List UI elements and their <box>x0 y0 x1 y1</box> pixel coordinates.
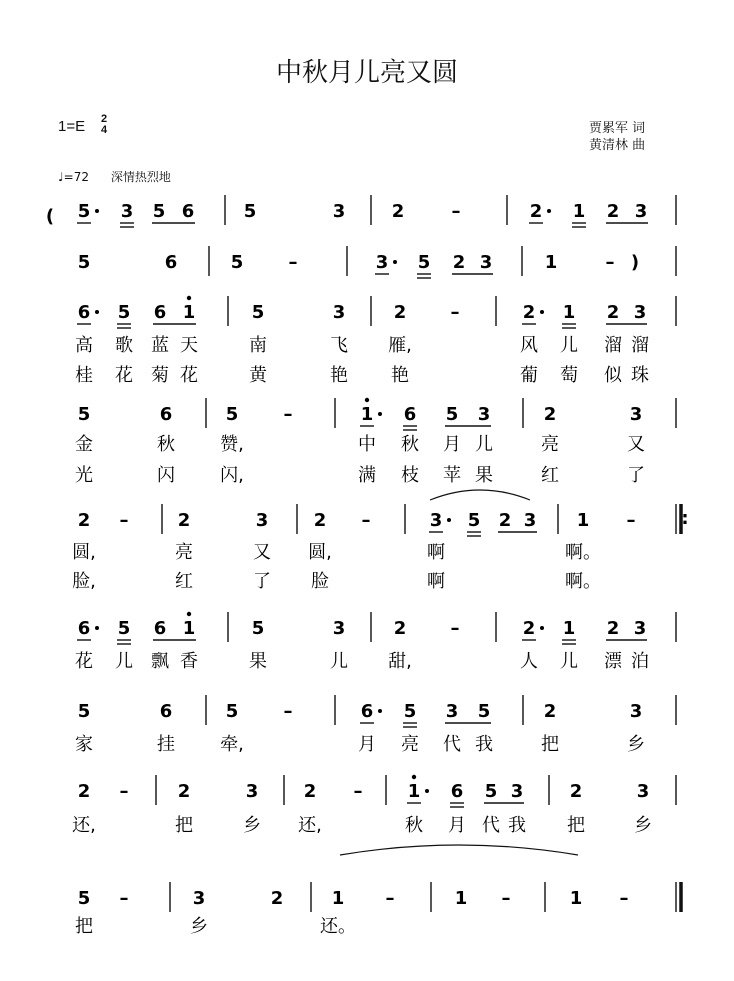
note: 3 <box>636 781 650 802</box>
slur <box>340 845 578 855</box>
note: 5 <box>152 201 166 222</box>
note: 3 <box>629 404 643 425</box>
note: 5 <box>445 404 459 425</box>
note: 2 <box>606 618 620 639</box>
note: – <box>283 701 293 722</box>
lyric-syllable: 闪 <box>157 465 175 486</box>
augmentation-dot <box>393 260 397 264</box>
lyric-syllable: 月 <box>448 815 466 836</box>
lyric-syllable: 枝 <box>401 465 419 486</box>
note: 3 <box>477 404 491 425</box>
note: 1 <box>562 618 576 639</box>
lyric-syllable: 高 <box>75 335 93 356</box>
tempo-value: ♩=72 <box>58 170 89 184</box>
note: 1 <box>182 618 196 639</box>
note: 5 <box>117 618 131 639</box>
lyric-syllable: 把 <box>175 815 193 836</box>
note: 1 <box>407 781 421 802</box>
lyric-syllable: 亮 <box>401 734 419 755</box>
lyric-syllable: 菊 <box>151 365 169 386</box>
lyric-syllable: 牵, <box>220 734 244 755</box>
note: 5 <box>225 404 239 425</box>
note: 5 <box>251 618 265 639</box>
opening-parenthesis: ( <box>45 206 55 227</box>
lyric-syllable: 秋 <box>157 434 175 455</box>
lyric-syllable: 飞 <box>330 335 348 356</box>
note: – <box>619 888 629 909</box>
note: – <box>451 201 461 222</box>
lyric-syllable: 珠 <box>631 365 649 386</box>
lyric-syllable: 把 <box>541 734 559 755</box>
note: – <box>626 510 636 531</box>
lyric-syllable: 南 <box>249 335 267 356</box>
expression-marking: 深情热烈地 <box>110 170 171 184</box>
lyric-syllable: 啊。 <box>565 571 601 592</box>
note: 5 <box>484 781 498 802</box>
augmentation-dot <box>447 518 451 522</box>
lyric-syllable: 秋 <box>401 434 419 455</box>
lyric-syllable: 啊。 <box>565 542 601 563</box>
note: 6 <box>77 618 91 639</box>
note: 2 <box>313 510 327 531</box>
repeat-sign: : <box>681 508 689 529</box>
note: 2 <box>393 302 407 323</box>
note: – <box>501 888 511 909</box>
note: 2 <box>391 201 405 222</box>
note: 2 <box>303 781 317 802</box>
lyric-syllable: 花 <box>180 365 198 386</box>
note: 2 <box>77 510 91 531</box>
note: 2 <box>177 781 191 802</box>
augmentation-dot <box>95 209 99 213</box>
song-title: 中秋月儿亮又圆 <box>275 58 458 88</box>
lyric-syllable: 我 <box>475 734 493 755</box>
note: 3 <box>429 510 443 531</box>
lyric-syllable: 挂 <box>157 734 175 755</box>
lyric-syllable: 儿 <box>115 651 133 672</box>
lyric-syllable: 秋 <box>405 815 423 836</box>
note: 3 <box>634 201 648 222</box>
lyricist-credit: 贾累军 词 <box>589 121 646 136</box>
lyric-syllable: 飘 <box>151 651 169 672</box>
note: 3 <box>629 701 643 722</box>
lyric-syllable: 满 <box>358 465 376 486</box>
note: 5 <box>77 701 91 722</box>
note: 3 <box>332 618 346 639</box>
lyric-syllable: 桂 <box>75 365 93 386</box>
lyric-syllable: 乡 <box>243 815 261 836</box>
note: 5 <box>251 302 265 323</box>
lyric-syllable: 苹 <box>443 465 461 486</box>
lyric-syllable: 又 <box>253 542 271 563</box>
lyric-syllable: 萄 <box>560 365 578 386</box>
lyric-syllable: 赞, <box>220 434 244 455</box>
lyric-syllable: 花 <box>75 651 93 672</box>
note: – <box>353 781 363 802</box>
note: 6 <box>181 201 195 222</box>
lyric-syllable: 代 <box>482 815 500 836</box>
augmentation-dot <box>95 310 99 314</box>
lyric-syllable: 了 <box>627 465 645 486</box>
lyric-syllable: 蓝 <box>151 335 169 356</box>
note: – <box>119 510 129 531</box>
lyric-syllable: 儿 <box>560 651 578 672</box>
lyric-syllable: 甜, <box>388 651 412 672</box>
note: 2 <box>529 201 543 222</box>
lyric-syllable: 花 <box>115 365 133 386</box>
lyric-syllable: 果 <box>249 651 267 672</box>
note: 3 <box>245 781 259 802</box>
note: 5 <box>117 302 131 323</box>
note: – <box>119 781 129 802</box>
lyric-syllable: 溜 <box>604 335 622 356</box>
note: 5 <box>77 252 91 273</box>
high-octave-dot <box>412 775 416 779</box>
note: 5 <box>477 701 491 722</box>
note: 1 <box>562 302 576 323</box>
lyric-syllable: 又 <box>627 434 645 455</box>
note: 3 <box>192 888 206 909</box>
lyric-syllable: 还, <box>298 815 322 836</box>
note: – <box>605 252 615 273</box>
high-octave-dot <box>187 612 191 616</box>
augmentation-dot <box>540 626 544 630</box>
note: 1 <box>572 201 586 222</box>
note: 3 <box>332 302 346 323</box>
note: – <box>450 618 460 639</box>
lyric-syllable: 儿 <box>330 651 348 672</box>
lyric-syllable: 月 <box>358 734 376 755</box>
note: – <box>385 888 395 909</box>
note: 2 <box>543 404 557 425</box>
lyric-syllable: 脸, <box>72 571 96 592</box>
augmentation-dot <box>425 789 429 793</box>
note: 2 <box>543 701 557 722</box>
note: – <box>283 404 293 425</box>
lyric-syllable: 果 <box>475 465 493 486</box>
note: 5 <box>417 252 431 273</box>
lyric-syllable: 我 <box>508 815 526 836</box>
lyric-syllable: 歌 <box>115 335 133 356</box>
lyric-syllable: 泊 <box>631 651 649 672</box>
lyric-syllable: 代 <box>443 734 461 755</box>
lyric-syllable: 亮 <box>541 434 559 455</box>
lyric-syllable: 家 <box>75 734 93 755</box>
note: 6 <box>153 618 167 639</box>
note: 1 <box>182 302 196 323</box>
note: 3 <box>523 510 537 531</box>
note: 6 <box>77 302 91 323</box>
note: 5 <box>403 701 417 722</box>
closing-parenthesis: ) <box>630 252 640 273</box>
high-octave-dot <box>365 398 369 402</box>
note: 3 <box>120 201 134 222</box>
lyric-syllable: 啊 <box>427 542 445 563</box>
note: 3 <box>479 252 493 273</box>
key-signature: 1=E <box>58 118 86 135</box>
note: 2 <box>522 618 536 639</box>
time-signature-bottom: 4 <box>101 124 108 136</box>
lyric-syllable: 溜 <box>631 335 649 356</box>
note: 2 <box>270 888 284 909</box>
note: 3 <box>633 302 647 323</box>
lyric-syllable: 乡 <box>190 916 208 937</box>
note: 5 <box>77 404 91 425</box>
note: 6 <box>153 302 167 323</box>
lyric-syllable: 乡 <box>627 734 645 755</box>
lyric-syllable: 天 <box>180 335 198 356</box>
note: 6 <box>159 701 173 722</box>
lyric-syllable: 把 <box>567 815 585 836</box>
note: 1 <box>454 888 468 909</box>
lyric-syllable: 儿 <box>560 335 578 356</box>
lyric-syllable: 圆, <box>72 542 96 563</box>
lyric-syllable: 啊 <box>427 571 445 592</box>
lyric-syllable: 亮 <box>175 542 193 563</box>
note: 6 <box>450 781 464 802</box>
note: 2 <box>569 781 583 802</box>
slur <box>430 490 530 500</box>
lyric-syllable: 把 <box>75 916 93 937</box>
note: 2 <box>452 252 466 273</box>
note: 5 <box>225 701 239 722</box>
note: 6 <box>403 404 417 425</box>
augmentation-dot <box>378 709 382 713</box>
note: 2 <box>522 302 536 323</box>
lyric-syllable: 了 <box>253 571 271 592</box>
note: 3 <box>445 701 459 722</box>
note: 1 <box>576 510 590 531</box>
note: 1 <box>544 252 558 273</box>
note: 6 <box>159 404 173 425</box>
note: 6 <box>164 252 178 273</box>
composer-credit: 黄清林 曲 <box>589 138 646 153</box>
note: 1 <box>360 404 374 425</box>
note: – <box>450 302 460 323</box>
high-octave-dot <box>187 296 191 300</box>
note: 2 <box>498 510 512 531</box>
lyric-syllable: 艳 <box>391 365 409 386</box>
lyric-syllable: 还, <box>72 815 96 836</box>
lyric-syllable: 葡 <box>520 365 538 386</box>
lyric-syllable: 圆, <box>308 542 332 563</box>
note: 2 <box>606 201 620 222</box>
lyric-syllable: 红 <box>175 571 193 592</box>
note: 3 <box>375 252 389 273</box>
note: 2 <box>177 510 191 531</box>
lyric-syllable: 雁, <box>388 335 412 356</box>
note: 2 <box>606 302 620 323</box>
lyric-syllable: 红 <box>541 465 559 486</box>
lyric-syllable: 黄 <box>249 365 267 386</box>
note: 3 <box>510 781 524 802</box>
note: 3 <box>332 201 346 222</box>
note: 1 <box>331 888 345 909</box>
note: 5 <box>230 252 244 273</box>
note: – <box>119 888 129 909</box>
lyric-syllable: 风 <box>520 335 538 356</box>
note: 5 <box>467 510 481 531</box>
lyric-syllable: 光 <box>75 465 93 486</box>
lyric-syllable: 月 <box>443 434 461 455</box>
time-signature-top: 2 <box>101 113 108 125</box>
note: – <box>288 252 298 273</box>
note: 5 <box>77 201 91 222</box>
note: 2 <box>393 618 407 639</box>
note: 1 <box>569 888 583 909</box>
note: 3 <box>633 618 647 639</box>
lyric-syllable: 金 <box>75 434 93 455</box>
note: 5 <box>77 888 91 909</box>
lyric-syllable: 漂 <box>604 651 622 672</box>
lyric-syllable: 中 <box>358 434 376 455</box>
note: 3 <box>255 510 269 531</box>
lyric-syllable: 儿 <box>475 434 493 455</box>
lyric-syllable: 似 <box>604 365 622 386</box>
augmentation-dot <box>378 412 382 416</box>
note: – <box>361 510 371 531</box>
lyric-syllable: 艳 <box>330 365 348 386</box>
lyric-syllable: 还。 <box>320 916 356 937</box>
note: 5 <box>243 201 257 222</box>
augmentation-dot <box>540 310 544 314</box>
lyric-syllable: 脸 <box>311 571 329 592</box>
augmentation-dot <box>95 626 99 630</box>
augmentation-dot <box>547 209 551 213</box>
lyric-syllable: 人 <box>520 651 538 672</box>
lyric-syllable: 闪, <box>220 465 244 486</box>
note: 2 <box>77 781 91 802</box>
lyric-syllable: 乡 <box>634 815 652 836</box>
lyric-syllable: 香 <box>180 651 198 672</box>
note: 6 <box>360 701 374 722</box>
